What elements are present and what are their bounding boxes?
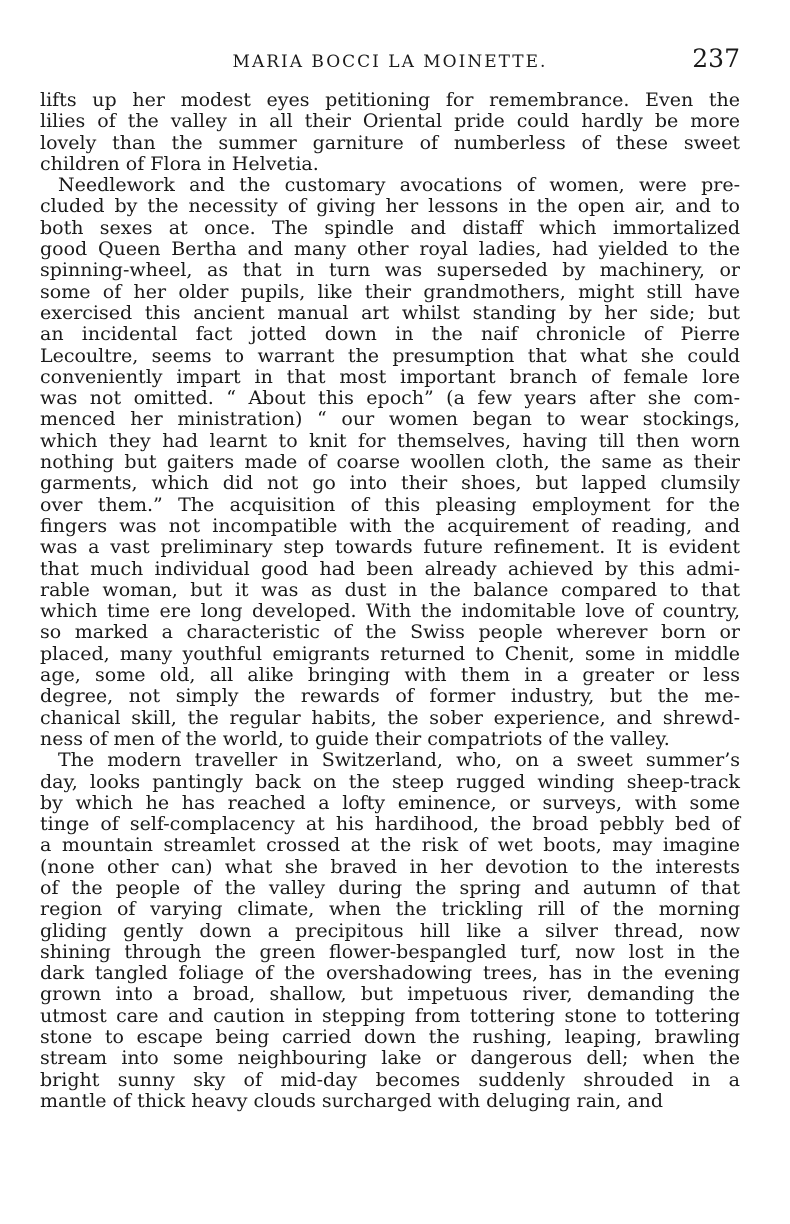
paragraph <box>40 175 740 750</box>
text-line: that much individual good had been already achieved by this admi- <box>40 557 740 580</box>
text-line: menced her ministration) “ our women began to wear stockings, <box>40 408 740 431</box>
text-line: cluded by the necessity of giving her lessons in the open air, and to <box>40 195 740 218</box>
text-line: children of Flora in Helvetia. <box>40 152 319 175</box>
text-line: bright sunny sky of mid-day becomes suddenly shrouded in a <box>40 1068 740 1091</box>
text-line: which time ere long developed. With the indomitable love of country, <box>40 600 740 623</box>
text-line: so marked a characteristic of the Swiss people wherever born or <box>40 621 740 644</box>
text-line: nothing but gaiters made of coarse woollen cloth, the same as their <box>40 451 740 474</box>
text-line: Lecoultre, seems to warrant the presumption that what she could <box>40 344 740 367</box>
text-line: Needlework and the customary avocations of women, were pre- <box>58 174 740 197</box>
text-line: region of varying climate, when the trickling rill of the morning <box>40 898 740 921</box>
text-line: spinning-wheel, as that in turn was superseded by machinery, or <box>40 259 740 282</box>
text-line: both sexes at once. The spindle and distaff which immortalized <box>40 216 740 239</box>
text-line: grown into a broad, shallow, but impetuous river, demanding the <box>40 983 740 1006</box>
text-line: garments, which did not go into their shoes, but lapped clumsily <box>40 472 740 495</box>
text-line: day, looks pantingly back on the steep rugged winding sheep-track <box>40 770 740 793</box>
text-line: a mountain streamlet crossed at the risk of wet boots, may imagine <box>40 834 740 857</box>
text-line: by which he has reached a lofty eminence, or surveys, with some <box>40 791 740 814</box>
text-line: placed, many youthful emigrants returned to Chenit, some in middle <box>40 642 740 665</box>
text-line: tinge of self-complacency at his hardihood, the broad pebbly bed of <box>40 813 740 836</box>
text-line: (none other can) what she braved in her devotion to the interests <box>40 855 740 878</box>
text-line: The modern traveller in Switzerland, who, on a sweet summer’s <box>58 749 740 772</box>
text-line: ness of men of the world, to guide their compatriots of the valley. <box>40 727 670 750</box>
text-line: stone to escape being carried down the rushing, leaping, brawling <box>40 1026 740 1049</box>
text-line: lifts up her modest eyes petitioning for remembrance. Even the <box>40 89 740 111</box>
text-line: shining through the green flower-bespangled turf, now lost in the <box>40 940 740 963</box>
text-line: conveniently impart in that most important branch of female lore <box>40 365 740 388</box>
text-line: stream into some neighbouring lake or dangerous dell; when the <box>40 1047 740 1070</box>
text-line: age, some old, all alike bringing with them in a greater or less <box>40 664 740 687</box>
running-title: MARIA BOCCI LA MOINETTE. <box>232 52 548 72</box>
text-line: lovely than the summer garniture of numberless of these sweet <box>40 131 740 154</box>
paragraph <box>40 750 740 1112</box>
text-line: some of her older pupils, like their grandmothers, might still have <box>40 280 740 303</box>
text-line: was a vast preliminary step towards future refinement. It is evident <box>40 536 740 559</box>
text-line: mantle of thick heavy clouds surcharged with deluging rain, and <box>40 1089 664 1112</box>
text-line: over them.” The acquisition of this pleasing employment for the <box>40 493 740 516</box>
running-head <box>40 44 740 74</box>
text-line: an incidental fact jotted down in the naif chronicle of Pierre <box>40 323 740 346</box>
text-line: lilies of the valley in all their Oriental pride could hardly be more <box>40 110 740 133</box>
text-line: exercised this ancient manual art whilst standing by her side; but <box>40 301 740 324</box>
text-line: chanical skill, the regular habits, the sober experience, and shrewd- <box>40 706 740 729</box>
paragraph <box>40 90 740 175</box>
text-line: gliding gently down a precipitous hill like a silver thread, now <box>40 919 740 942</box>
page-number: 237 <box>692 44 740 73</box>
text-line: which they had learnt to knit for themselves, having till then worn <box>40 429 740 452</box>
body-text <box>40 90 740 1112</box>
text-line: was not omitted. “ About this epoch” (a few years after she com- <box>40 387 740 410</box>
text-line: rable woman, but it was as dust in the balance compared to that <box>40 578 740 601</box>
text-line: dark tangled foliage of the overshadowing trees, has in the evening <box>40 962 740 985</box>
text-line: good Queen Bertha and many other royal ladies, had yielded to the <box>40 238 740 261</box>
text-line: degree, not simply the rewards of former industry, but the me- <box>40 685 740 708</box>
text-line: of the people of the valley during the spring and autumn of that <box>40 876 740 899</box>
text-line: utmost care and caution in stepping from tottering stone to tottering <box>40 1004 740 1027</box>
text-line: fingers was not incompatible with the acquirement of reading, and <box>40 514 740 537</box>
